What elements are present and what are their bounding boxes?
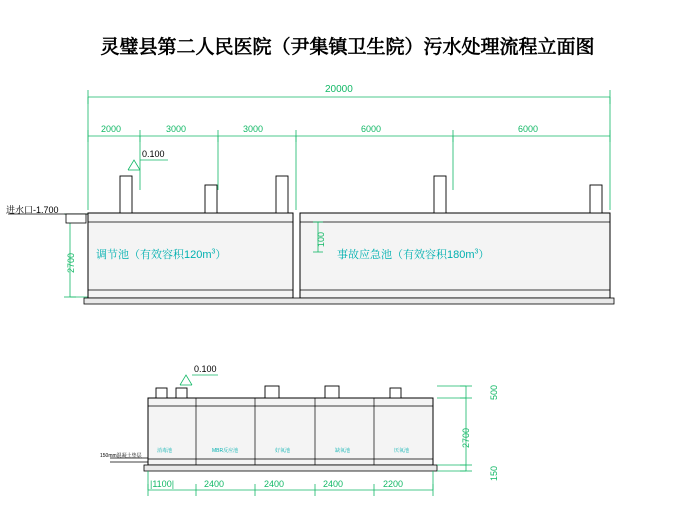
upper-segment-dimensions bbox=[88, 130, 610, 210]
tank-label-regulating-text: 调节池（有效容积120m bbox=[96, 249, 212, 261]
lower-tank-outline bbox=[148, 398, 433, 465]
lower-dimension-1-text: 1100 bbox=[152, 479, 172, 489]
chamber-label-1: 消毒池 bbox=[157, 448, 173, 454]
upper-segment-dimension-5: 6000 bbox=[518, 124, 539, 134]
upper-elevation-label: 0.100 bbox=[142, 149, 165, 159]
upper-segment-dimension-2: 3000 bbox=[166, 124, 187, 134]
tank-label-emergency-text: 事故应急池（有效容积180m bbox=[337, 249, 475, 261]
upper-height-dimension-label: 2700 bbox=[66, 252, 76, 273]
tank-label-regulating-end: ） bbox=[215, 249, 227, 261]
lower-right-dimension-150: 150 bbox=[489, 465, 499, 481]
chamber-label-2: MBR反应池 bbox=[212, 448, 239, 454]
lower-manhole-risers bbox=[156, 386, 401, 398]
tank-label-regulating-sup: 3 bbox=[211, 248, 216, 256]
pipe-bedding-note: 150mm混凝土垫层 bbox=[100, 453, 142, 459]
lower-elevation-label: 0.100 bbox=[194, 364, 217, 374]
chamber-label-4: 缺氧池 bbox=[335, 448, 351, 454]
upper-elevation-symbol bbox=[128, 160, 168, 170]
inlet-level-label: 进水口-1.700 bbox=[6, 205, 59, 215]
lower-dimension-4: 2400 bbox=[323, 479, 344, 489]
tank-label-emergency-sup: 3 bbox=[474, 248, 479, 256]
lower-dimension-3: 2400 bbox=[264, 479, 285, 489]
upper-wall-dimension-label: 100 bbox=[316, 231, 326, 247]
lower-base-slab bbox=[144, 465, 437, 471]
lower-dimension-1: |1100| bbox=[150, 479, 175, 489]
chamber-label-3: 好氧池 bbox=[275, 448, 291, 454]
tank-label-regulating bbox=[96, 246, 226, 262]
lower-right-dimension-2700: 2700 bbox=[461, 427, 471, 448]
upper-segment-dimension-1: 2000 bbox=[101, 124, 122, 134]
lower-dimension-5: 2200 bbox=[383, 479, 404, 489]
lower-right-dimension-500: 500 bbox=[489, 384, 499, 400]
page-title: 灵璧县第二人民医院（尹集镇卫生院）污水处理流程立面图 bbox=[100, 37, 595, 58]
upper-base-slab bbox=[84, 298, 614, 304]
upper-overall-dimension-label: 20000 bbox=[325, 84, 353, 95]
chamber-label-5: 厌氧池 bbox=[394, 448, 410, 454]
upper-segment-dimension-3: 3000 bbox=[243, 124, 264, 134]
upper-manhole-risers bbox=[120, 176, 602, 213]
lower-elevation-symbol bbox=[180, 375, 218, 385]
upper-segment-dimension-4: 6000 bbox=[361, 124, 382, 134]
upper-overall-dimension bbox=[88, 90, 610, 210]
lower-dimension-2: 2400 bbox=[204, 479, 225, 489]
tank-label-emergency-end: ） bbox=[478, 249, 490, 261]
tank-label-emergency bbox=[337, 246, 489, 262]
